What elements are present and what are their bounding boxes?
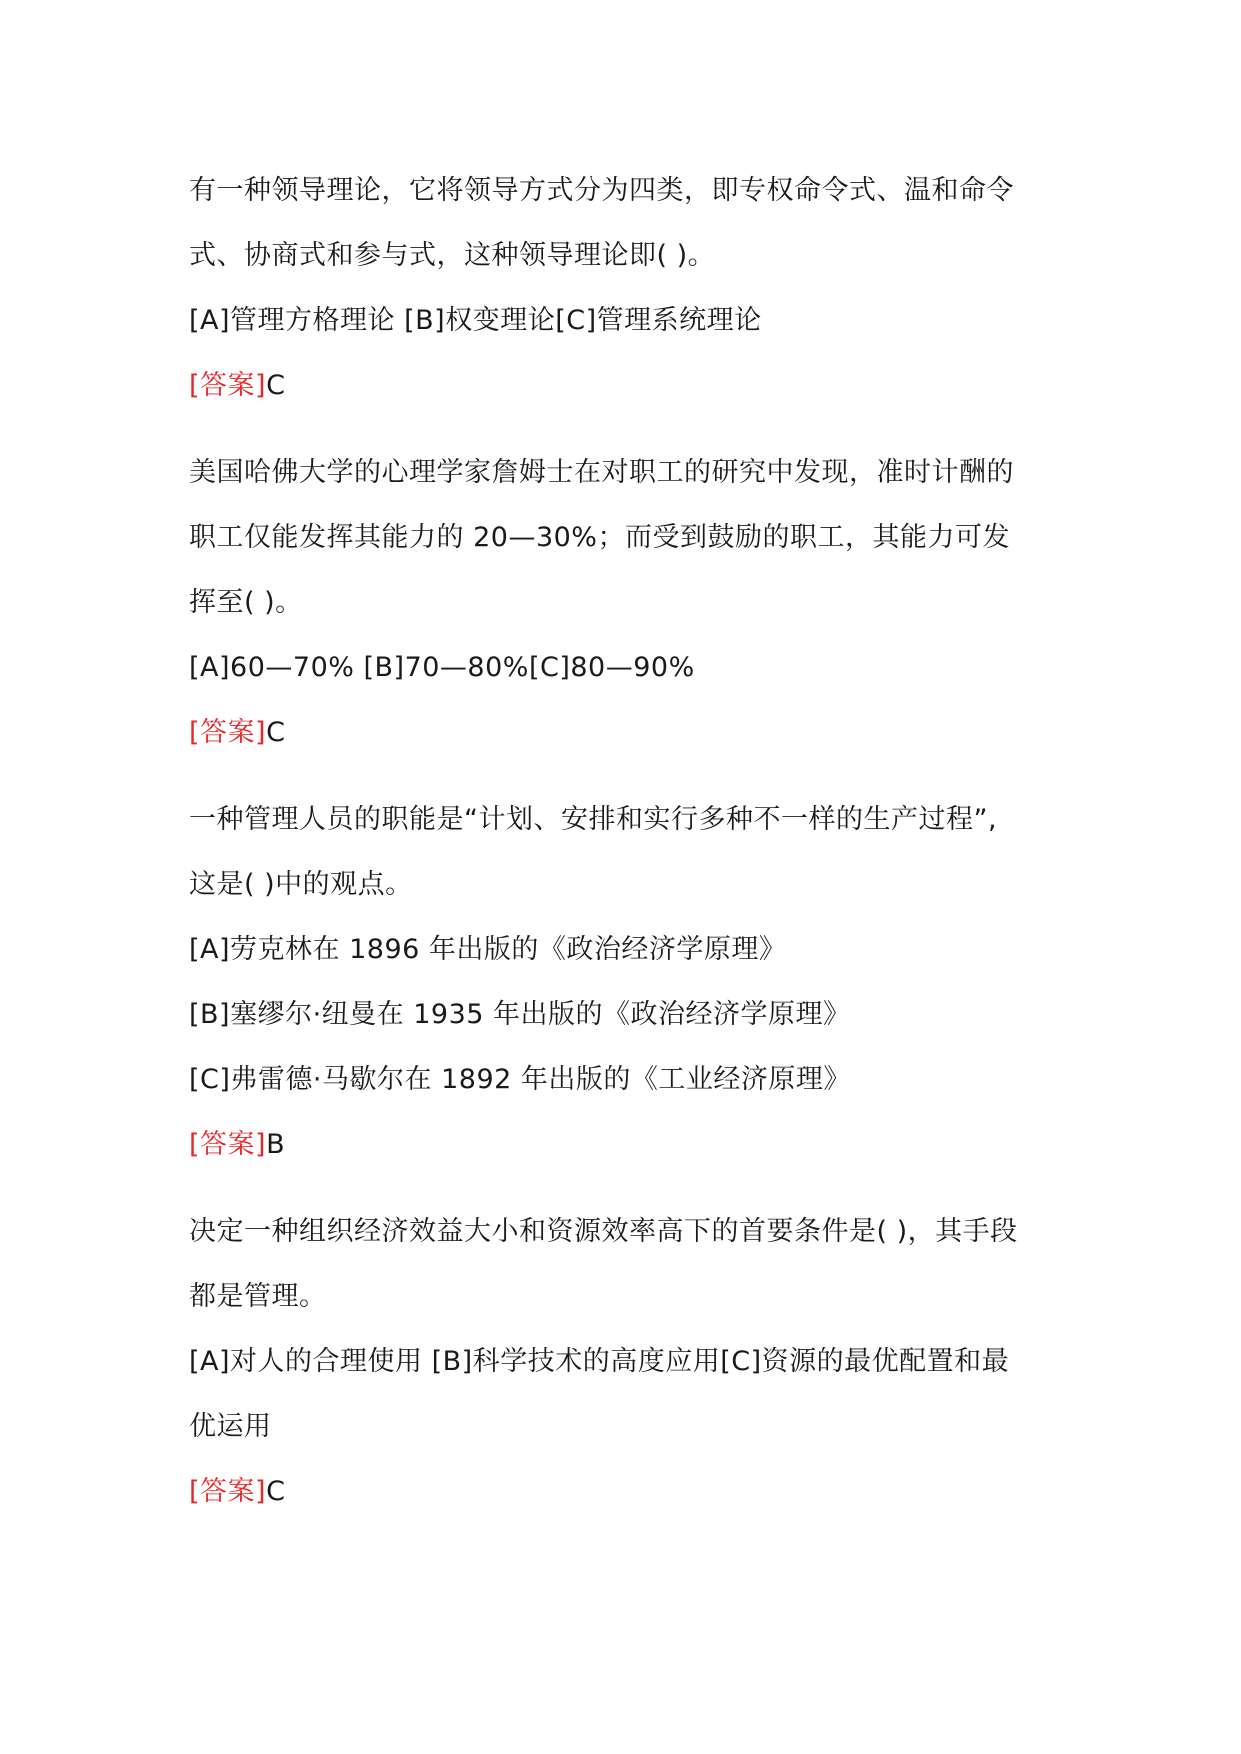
question-option-b: [B]塞缪尔·纽曼在 1935 年出版的《政治经济学原理》 xyxy=(189,999,851,1030)
question-text-line: 式、协商式和参与式，这种领导理论即( )。 xyxy=(189,240,716,271)
answer-label: [答案] xyxy=(189,1129,267,1160)
question-option-a: [A]劳克林在 1896 年出版的《政治经济学原理》 xyxy=(189,934,787,965)
answer-label: [答案] xyxy=(189,717,267,748)
question-item xyxy=(189,1199,1069,1524)
question-option-c: [C]弗雷德·马歇尔在 1892 年出版的《工业经济原理》 xyxy=(189,1064,851,1095)
question-options-line: 优运用 xyxy=(189,1411,272,1442)
question-text-line: 职工仅能发挥其能力的 20—30%；而受到鼓励的职工，其能力可发 xyxy=(189,522,1010,553)
question-text-line: 挥至( )。 xyxy=(189,587,303,618)
question-options-line: [A]对人的合理使用 [B]科学技术的高度应用[C]资源的最优配置和最 xyxy=(189,1346,1010,1377)
question-text-line: 这是( )中的观点。 xyxy=(189,869,413,900)
answer-line xyxy=(189,700,1069,765)
question-list xyxy=(189,158,1069,1546)
answer-line xyxy=(189,1459,1069,1524)
question-options-line: [A]管理方格理论 [B]权变理论[C]管理系统理论 xyxy=(189,305,762,336)
question-options-line: [A]60—70% [B]70—80%[C]80—90% xyxy=(189,652,695,683)
answer-value: C xyxy=(266,717,286,748)
question-text-line: 美国哈佛大学的心理学家詹姆士在对职工的研究中发现，准时计酬的 xyxy=(189,457,1014,488)
question-text-line: 决定一种组织经济效益大小和资源效率高下的首要条件是( )，其手段 xyxy=(189,1216,1018,1247)
answer-line xyxy=(189,1112,1069,1177)
answer-value: B xyxy=(266,1129,286,1160)
question-item xyxy=(189,787,1069,1177)
question-item xyxy=(189,440,1069,765)
question-text-line: 有一种领导理论，它将领导方式分为四类，即专权命令式、温和命令 xyxy=(189,175,1014,206)
question-text-line: 都是管理。 xyxy=(189,1281,327,1312)
answer-line xyxy=(189,353,1069,418)
answer-label: [答案] xyxy=(189,1476,267,1507)
question-text-line: 一种管理人员的职能是“计划、安排和实行多种不一样的生产过程”, xyxy=(189,804,998,835)
answer-value: C xyxy=(266,370,286,401)
question-item xyxy=(189,158,1069,418)
answer-label: [答案] xyxy=(189,370,267,401)
answer-value: C xyxy=(266,1476,286,1507)
